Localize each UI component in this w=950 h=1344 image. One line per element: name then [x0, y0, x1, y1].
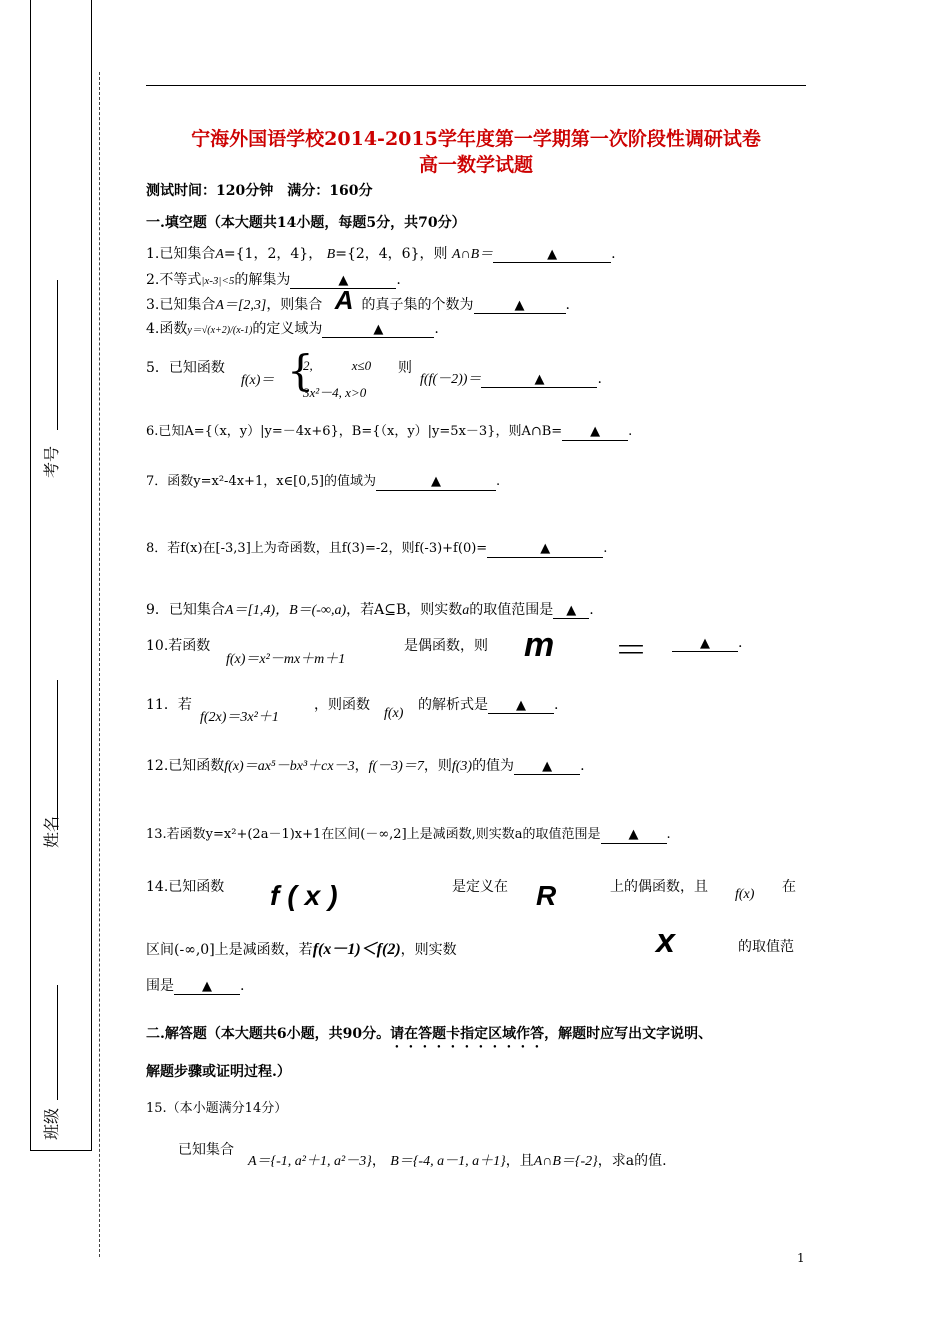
q14-fx: f(x) [735, 887, 755, 902]
answer-blank-11[interactable]: ▲ [488, 697, 554, 714]
q11-function: f(2x)＝3x²＋1 [200, 710, 279, 725]
question-3: 3.已知集合A＝[2,3]，则集合 A 的真子集的个数为 ▲ . [146, 285, 570, 315]
answer-blank-7[interactable]: ▲ [376, 474, 496, 491]
question-15-head: 15.（本小题满分14分） [146, 1101, 288, 1116]
exam-title: 宁海外国语学校2014-2015学年度第一学期第一次阶段性调研试卷 [191, 128, 761, 150]
question-13: 13.若函数y=x²+(2a－1)x+1在区间(－∞,2]上是减函数,则实数a的取值范围是 ▲ . [146, 827, 671, 842]
q5-function: f(x)＝ [241, 373, 275, 388]
q14-big-r: R [536, 880, 557, 911]
id-label: 考号 [42, 445, 61, 478]
question-9: 9．已知集合A＝[1,4)，B＝(-∞,a)，若A⊆B，则实数a的取值范围是 ▲ . [146, 602, 594, 618]
class-line [57, 985, 58, 1100]
header-rule [146, 85, 806, 86]
q14-line2: 区间(-∞,0]上是减函数，若f(x－1)＜f(2)，则实数 [146, 941, 457, 958]
answer-blank-5[interactable]: ▲ [481, 371, 597, 388]
q5-then: 则 [398, 360, 412, 376]
name-line [57, 680, 58, 830]
q10-equals: ＝ [614, 631, 648, 671]
question-15: 已知集合 [178, 1142, 234, 1158]
question-4: 4.函数y＝√(x+2)/(x-1)的定义域为 ▲ . [146, 321, 439, 337]
name-label: 姓名 [42, 815, 61, 848]
section2-heading: 二.解答题（本大题共6小题，共90分。请在答题卡指定区域作答，解题时应写出文字说明、 [146, 1026, 713, 1042]
q10-big-m: m [524, 626, 555, 664]
answer-blank-6[interactable]: ▲ [562, 424, 628, 441]
q14-mid: 是定义在 [452, 879, 508, 895]
question-1: 1.已知集合A={1，2，4}， B={2，4，6}，则 A∩B＝ ▲ . [146, 246, 616, 262]
question-2: 2.不等式|x-3|<5的解集为 ▲ . [146, 272, 401, 288]
q11-post: 的解析式是 ▲ . [418, 697, 559, 713]
q11-mid: ，则函数 [314, 697, 370, 713]
q5-brace: { [287, 346, 314, 395]
question-7: 7．函数y=x²-4x+1，x∈[0,5]的值域为 ▲ . [146, 474, 501, 489]
question-8: 8．若f(x)在[-3,3]上为奇函数，且f(3)=-2，则f(-3)+f(0)= ▲ . [146, 541, 608, 556]
q14-mid2: 上的偶函数，且 [610, 879, 708, 895]
answer-blank-14[interactable]: ▲ [174, 978, 240, 995]
question-15-body: A＝{-1, a²＋1, a²－3}， B＝{-4, a－1, a＋1}，且A∩B＝{-2}，求a的值. [248, 1153, 667, 1169]
q5-expression: f(f(－2))＝ ▲ . [420, 371, 602, 387]
q14-post: 在 [782, 879, 796, 895]
q14-big-x: x [656, 922, 675, 960]
answer-blank-1[interactable]: ▲ [493, 246, 611, 263]
q5-case-2: 3x²－4, x>0 [303, 385, 367, 400]
binding-strip [30, 0, 92, 1151]
id-line [57, 280, 58, 430]
answer-blank-3[interactable]: ▲ [474, 297, 566, 314]
question-5-label: 5．已知函数 [146, 360, 225, 376]
answer-blank-2[interactable]: ▲ [290, 272, 396, 289]
question-12: 12.已知函数f(x)＝ax⁵－bx³＋cx－3，f(－3)＝7，则f(3)的值为 ▲ . [146, 758, 585, 774]
answer-blank-10[interactable]: ▲ [672, 635, 738, 652]
section2-heading-line2: 解题步骤或证明过程.） [146, 1064, 291, 1080]
q14-line3: 围是 ▲ . [146, 978, 245, 994]
answer-blank-13[interactable]: ▲ [601, 827, 667, 844]
exam-info: 测试时间：120分钟 满分：160分 [146, 183, 373, 199]
page-number: 1 [797, 1251, 805, 1265]
question-10-label: 10.若函数 [146, 638, 211, 654]
q14-line2-post: 的取值范 [738, 939, 794, 955]
q10-mid: 是偶函数，则 [404, 638, 488, 654]
q5-case-1: 2, x≤0 [303, 358, 372, 373]
q11-fx: f(x) [384, 706, 404, 721]
exam-subtitle: 高一数学试题 [418, 154, 533, 176]
class-label: 班级 [42, 1107, 61, 1140]
answer-blank-8[interactable]: ▲ [487, 541, 603, 558]
answer-blank-12[interactable]: ▲ [514, 758, 580, 775]
q10-function: f(x)＝x²－mx＋m＋1 [226, 652, 346, 667]
q14-big-fx: f(x) [270, 880, 346, 911]
question-14-label: 14.已知函数 [146, 879, 225, 895]
q10-answer: ▲ . [672, 635, 742, 652]
answer-blank-9[interactable]: ▲ [553, 602, 589, 619]
section1-heading: 一.填空题（本大题共14小题，每题5分，共70分） [146, 215, 466, 231]
question-6: 6.已知A={（x，y）|y=－4x+6}，B={（x，y）|y=5x－3}，则A∩B= ▲ . [146, 424, 633, 439]
answer-blank-4[interactable]: ▲ [322, 321, 434, 338]
question-11-label: 11．若 [146, 697, 192, 713]
cut-line [99, 72, 100, 1257]
